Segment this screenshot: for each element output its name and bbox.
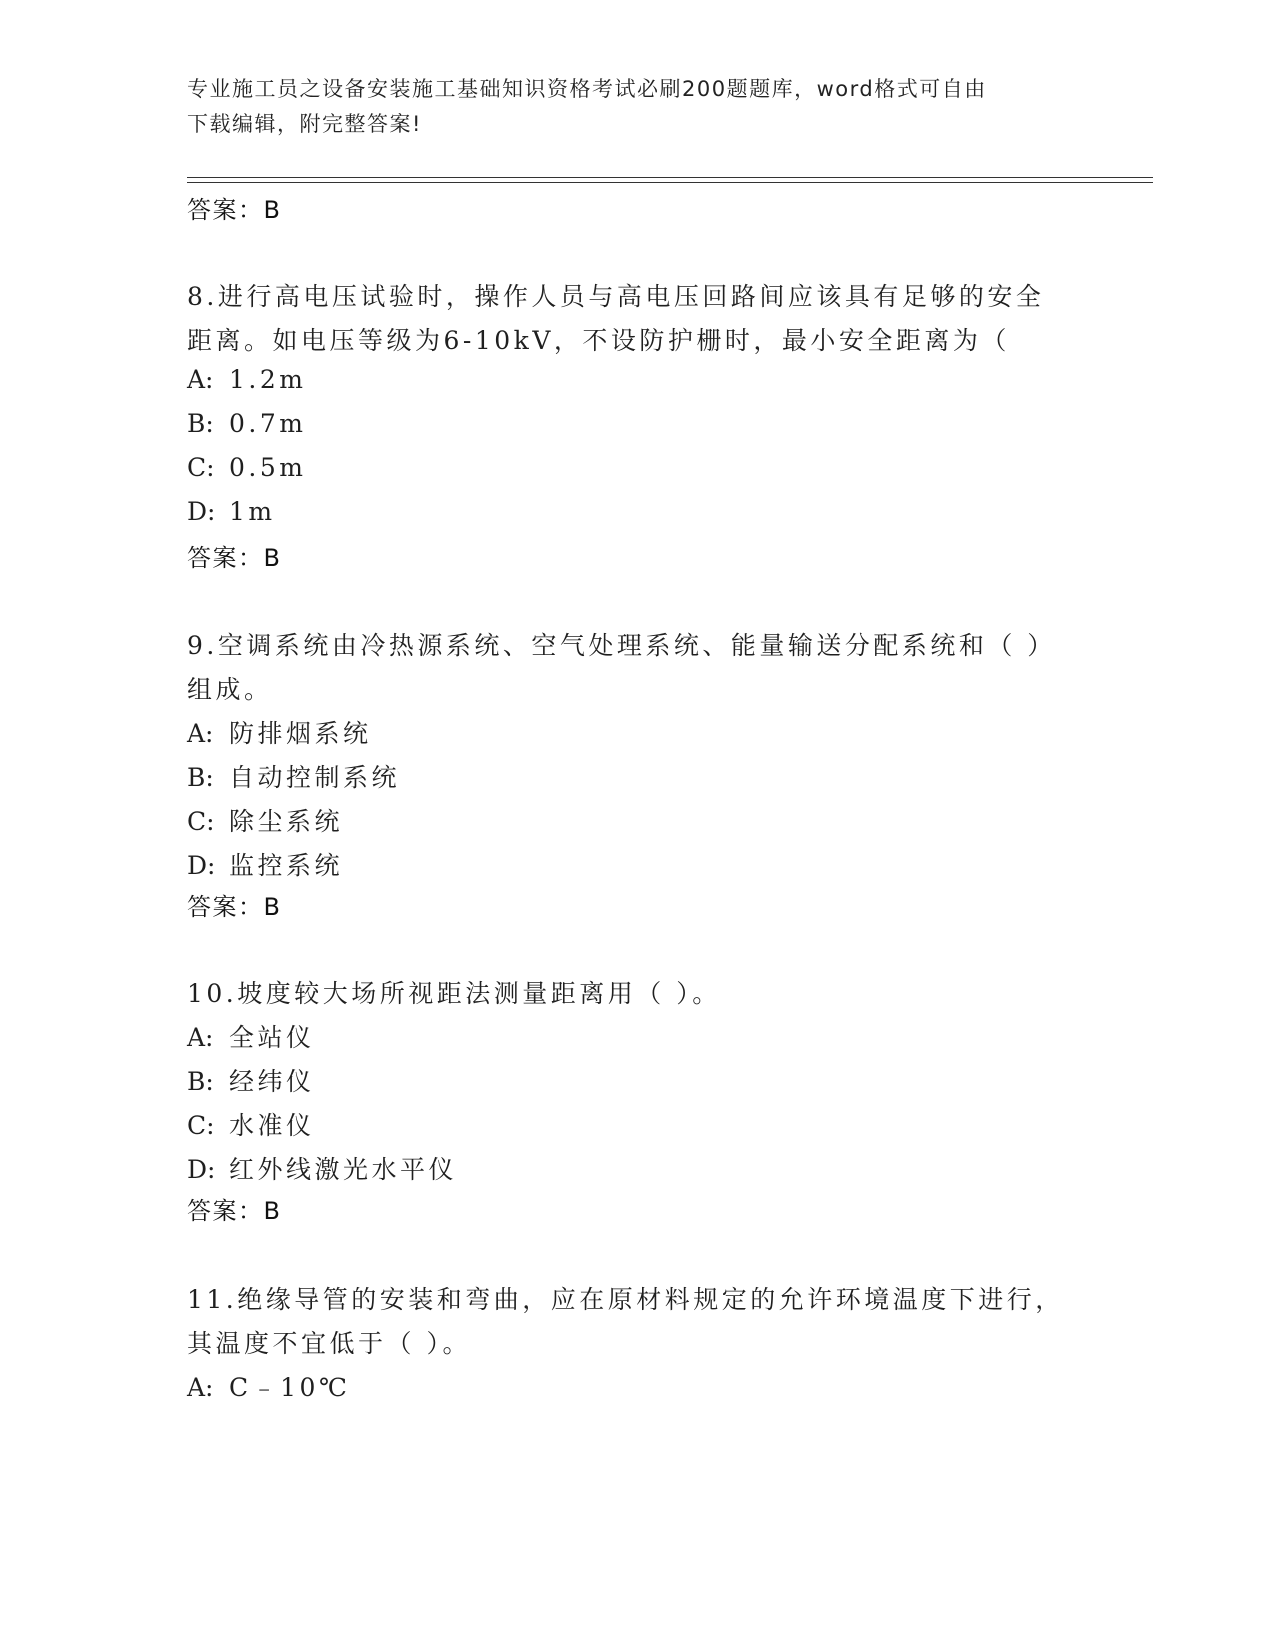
question-11-option-a <box>187 1368 350 1404</box>
header-title-line-2: 下载编辑，附完整答案! <box>187 112 422 136</box>
option-letter: A: <box>187 365 214 394</box>
question-8-option-c <box>187 453 306 482</box>
option-letter: C: <box>187 1111 215 1140</box>
option-letter: C: <box>187 807 215 836</box>
question-8-option-b <box>187 409 306 438</box>
question-8-stem-line-2: 距离。如电压等级为6-10kV，不设防护栅时，最小安全距离为（ <box>187 326 1010 355</box>
option-text: 监控系统 <box>229 851 344 880</box>
question-10-option-a <box>187 1018 315 1054</box>
question-10-stem-line-1: 10.坡度较大场所视距法测量距离用（ ）。 <box>187 979 721 1008</box>
option-letter: D: <box>187 851 216 880</box>
option-letter: A: <box>187 1373 214 1402</box>
option-text: C﹣10℃ <box>229 1373 351 1402</box>
option-text: 全站仪 <box>229 1023 315 1052</box>
header-divider-top <box>187 177 1153 178</box>
option-text: 经纬仪 <box>229 1067 315 1096</box>
option-letter: A: <box>187 1023 214 1052</box>
question-9-option-b <box>187 758 400 794</box>
question-11-stem-line-2: 其温度不宜低于（ ）。 <box>187 1329 471 1358</box>
question-8-option-a <box>187 365 306 394</box>
option-text: 红外线激光水平仪 <box>229 1155 458 1184</box>
option-letter: D: <box>187 1155 216 1184</box>
option-text: 防排烟系统 <box>229 719 372 748</box>
header-title-line-1: 专业施工员之设备安装施工基础知识资格考试必刷200题题库，word格式可自由 <box>187 77 987 101</box>
question-9-option-d <box>187 846 343 882</box>
option-letter: D: <box>187 497 216 526</box>
question-8-stem-line-1: 8.进行高电压试验时，操作人员与高电压回路间应该具有足够的安全 <box>187 282 1045 311</box>
option-text: 水准仪 <box>229 1111 315 1140</box>
option-text: 0.5m <box>229 453 307 482</box>
answer-previous: 答案：B <box>187 196 282 224</box>
question-10-answer: 答案：B <box>187 1197 282 1225</box>
question-10-option-c <box>187 1106 315 1142</box>
option-letter: A: <box>187 719 214 748</box>
option-text: 1m <box>229 497 276 526</box>
question-9-option-a <box>187 714 372 750</box>
option-letter: B: <box>187 409 214 438</box>
header-divider-bottom <box>187 182 1153 183</box>
question-9-stem-line-2: 组成。 <box>187 675 273 704</box>
question-10-option-b <box>187 1062 315 1098</box>
option-letter: B: <box>187 763 214 792</box>
question-8-answer: 答案：B <box>187 544 282 572</box>
option-text: 除尘系统 <box>229 807 344 836</box>
question-9-stem-line-1: 9.空调系统由冷热源系统、空气处理系统、能量输送分配系统和（ ） <box>187 631 1056 660</box>
question-9-option-c <box>187 802 343 838</box>
question-11-stem-line-1: 11.绝缘导管的安装和弯曲，应在原材料规定的允许环境温度下进行， <box>187 1285 1064 1314</box>
question-9-answer: 答案：B <box>187 893 282 921</box>
question-10-option-d <box>187 1150 457 1186</box>
question-8-option-d <box>187 497 276 526</box>
option-letter: B: <box>187 1067 214 1096</box>
page-header <box>187 72 1067 142</box>
option-text: 1.2m <box>229 365 307 394</box>
option-text: 自动控制系统 <box>229 763 401 792</box>
option-text: 0.7m <box>229 409 307 438</box>
option-letter: C: <box>187 453 215 482</box>
